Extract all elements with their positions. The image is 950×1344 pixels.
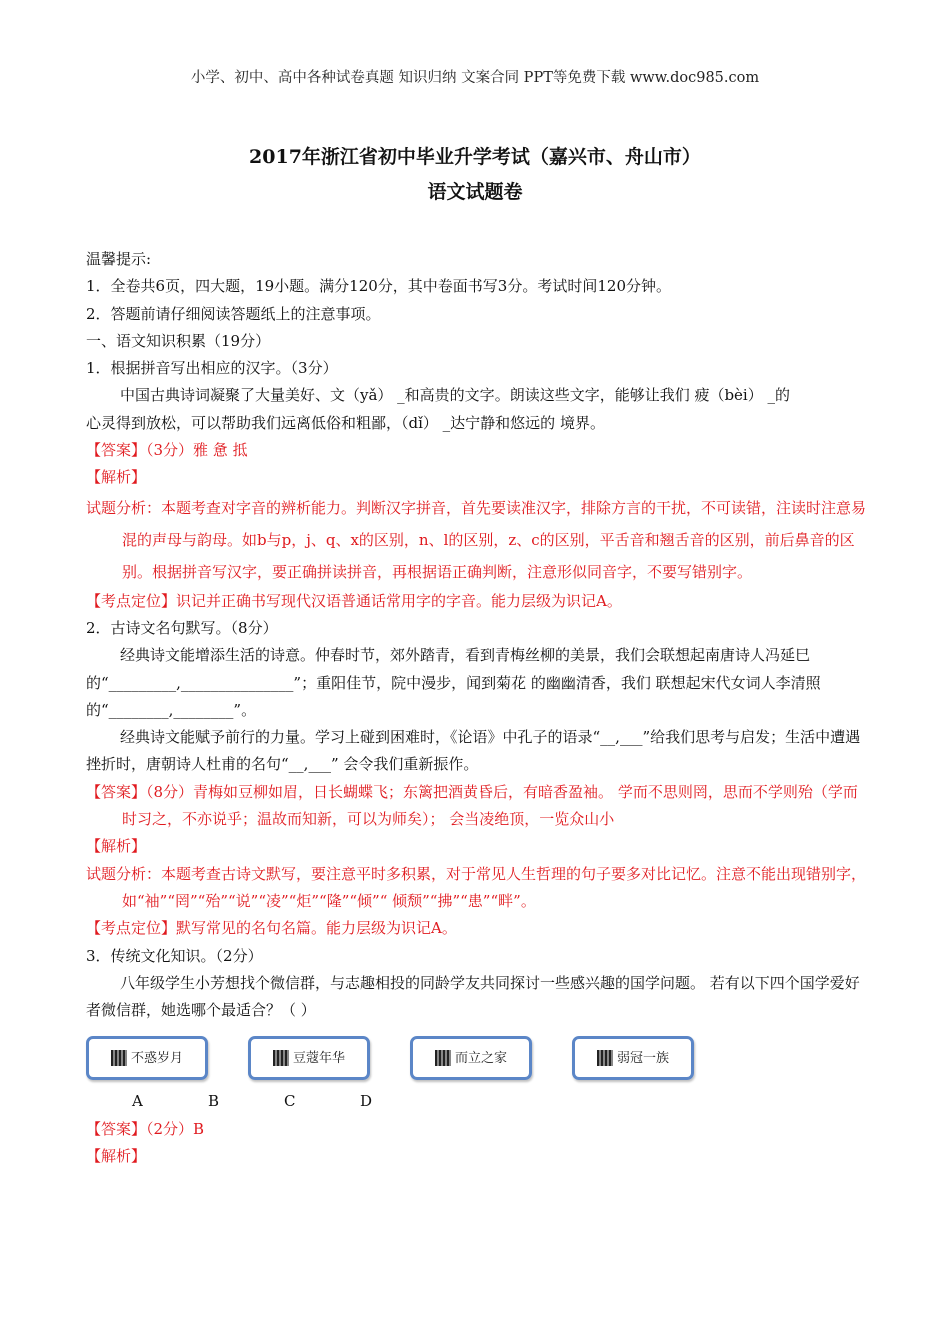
option-d: D (360, 1092, 373, 1111)
q2-paragraph-2: 经典诗文能赋予前行的力量。学习上碰到困难时，《论语》中孔子的语录“__,___”给我们思考与启发；生活中遭遇挫折时，唐朝诗人杜甫的名句“__,___” 会令我们重新振作。 (86, 728, 861, 774)
q2-point: 【考点定位】默写常见的名句名篇。能力层级为识记A。 (86, 919, 457, 938)
q3-analysis-label: 【解析】 (86, 1147, 147, 1166)
tip-1: 1．全卷共6页，四大题，19小题。满分120分，其中卷面书写3分。考试时间120分钟。 (86, 277, 671, 296)
wechat-group-card: 不惑岁月 (86, 1036, 208, 1080)
exam-title: 2017年浙江省初中毕业升学考试（嘉兴市、舟山市） (249, 146, 701, 168)
wechat-group-card: 豆蔻年华 (248, 1036, 370, 1080)
q1-analysis-label: 【解析】 (86, 468, 147, 487)
exam-subtitle: 语文试题卷 (427, 181, 523, 203)
option-a: A (132, 1092, 143, 1111)
wechat-group-card: 而立之家 (410, 1036, 532, 1080)
qr-code-icon (273, 1050, 289, 1066)
q2-paragraph-1: 经典诗文能增添生活的诗意。仲春时节，郊外踏青，看到青梅丝柳的美景，我们会联想起南唐诗人冯延巳的“_________,_______________”；重阳佳节，院中漫步，闻到菊花 的幽幽清香，我们 联想起宋代女词人李清照的“________,________”。 (86, 646, 821, 719)
q3-paragraph: 八年级学生小芳想找个微信群，与志趣相投的同龄学友共同探讨一些感兴趣的国学问题。 若有以下四个国学爱好者微信群，她选哪个最适合？（ ） (86, 973, 860, 1020)
q1-analysis: 试题分析：本题考查对字音的辨析能力。判断汉字拼音，首先要读准汉字，排除方言的干扰，不可读错，注读时注意易混的声母与韵母。如b与p，j、q、x的区别，n、l的区别，z、c的区别，平舌音和翘舌音的区别，前后鼻音的区别。根据拼音写汉字，要正确拼读拼音，再根据语正确判断，注意形似同音字，不要写错别字。 (86, 498, 867, 581)
option-labels (86, 1088, 868, 1115)
wechat-groups (86, 1036, 868, 1084)
page-header: 小学、初中、高中各种试卷真题 知识归纳 文案合同 PPT等免费下载 www.doc985.com (190, 70, 760, 86)
q1-text-line2: 心灵得到放松，可以帮助我们远离低俗和粗鄙，（dǐ） _达宁静和悠远的 境界。 (86, 413, 605, 432)
q2-analysis-label: 【解析】 (86, 837, 147, 856)
q3-answer: 【答案】（2分）B (86, 1119, 205, 1138)
q1-title: 1．根据拼音写出相应的汉字。（3分） (86, 359, 338, 378)
section-heading: 一、语文知识积累（19分） (86, 331, 271, 350)
tip-2: 2．答题前请仔细阅读答题纸上的注意事项。 (86, 304, 381, 323)
qr-code-icon (597, 1050, 613, 1066)
q2-answer: 【答案】（8分）青梅如豆柳如眉，日长蝴蝶飞；东篱把酒黄昏后，有暗香盈袖。 学而不思则罔，思而不学则殆（学而时习之，不亦说乎；温故而知新，可以为师矣）； 会当凌绝顶，一览众山小 (86, 782, 858, 829)
q1-point: 【考点定位】识记并正确书写现代汉语普通话常用字的字音。能力层级为识记A。 (86, 591, 622, 610)
option-c: C (284, 1092, 296, 1111)
exam-content (86, 246, 868, 1170)
q1-text-line1: 中国古典诗词凝聚了大量美好、文（yǎ） _和高贵的文字。朗读这些文字，能够让我们 疲（bèi） _的 (120, 386, 791, 405)
q2-title: 2．古诗文名句默写。（8分） (86, 618, 278, 637)
qr-code-icon (435, 1050, 451, 1066)
tips-title: 温馨提示: (86, 250, 152, 268)
q2-analysis: 试题分析：本题考查古诗文默写，要注意平时多积累，对于常见人生哲理的句子要多对比记忆。注意不能出现错别字，如“袖”“罔”“殆”“说”“凌”“炬”“隆”“倾”“ 倾颓”“拂”“患”“畔”。 (86, 864, 867, 910)
qr-code-icon (111, 1050, 127, 1066)
wechat-group-card: 弱冠一族 (572, 1036, 694, 1080)
q3-title: 3．传统文化知识。（2分） (86, 946, 263, 965)
option-b: B (208, 1092, 220, 1111)
q1-answer: 【答案】（3分）雅 惫 抵 (86, 441, 248, 460)
